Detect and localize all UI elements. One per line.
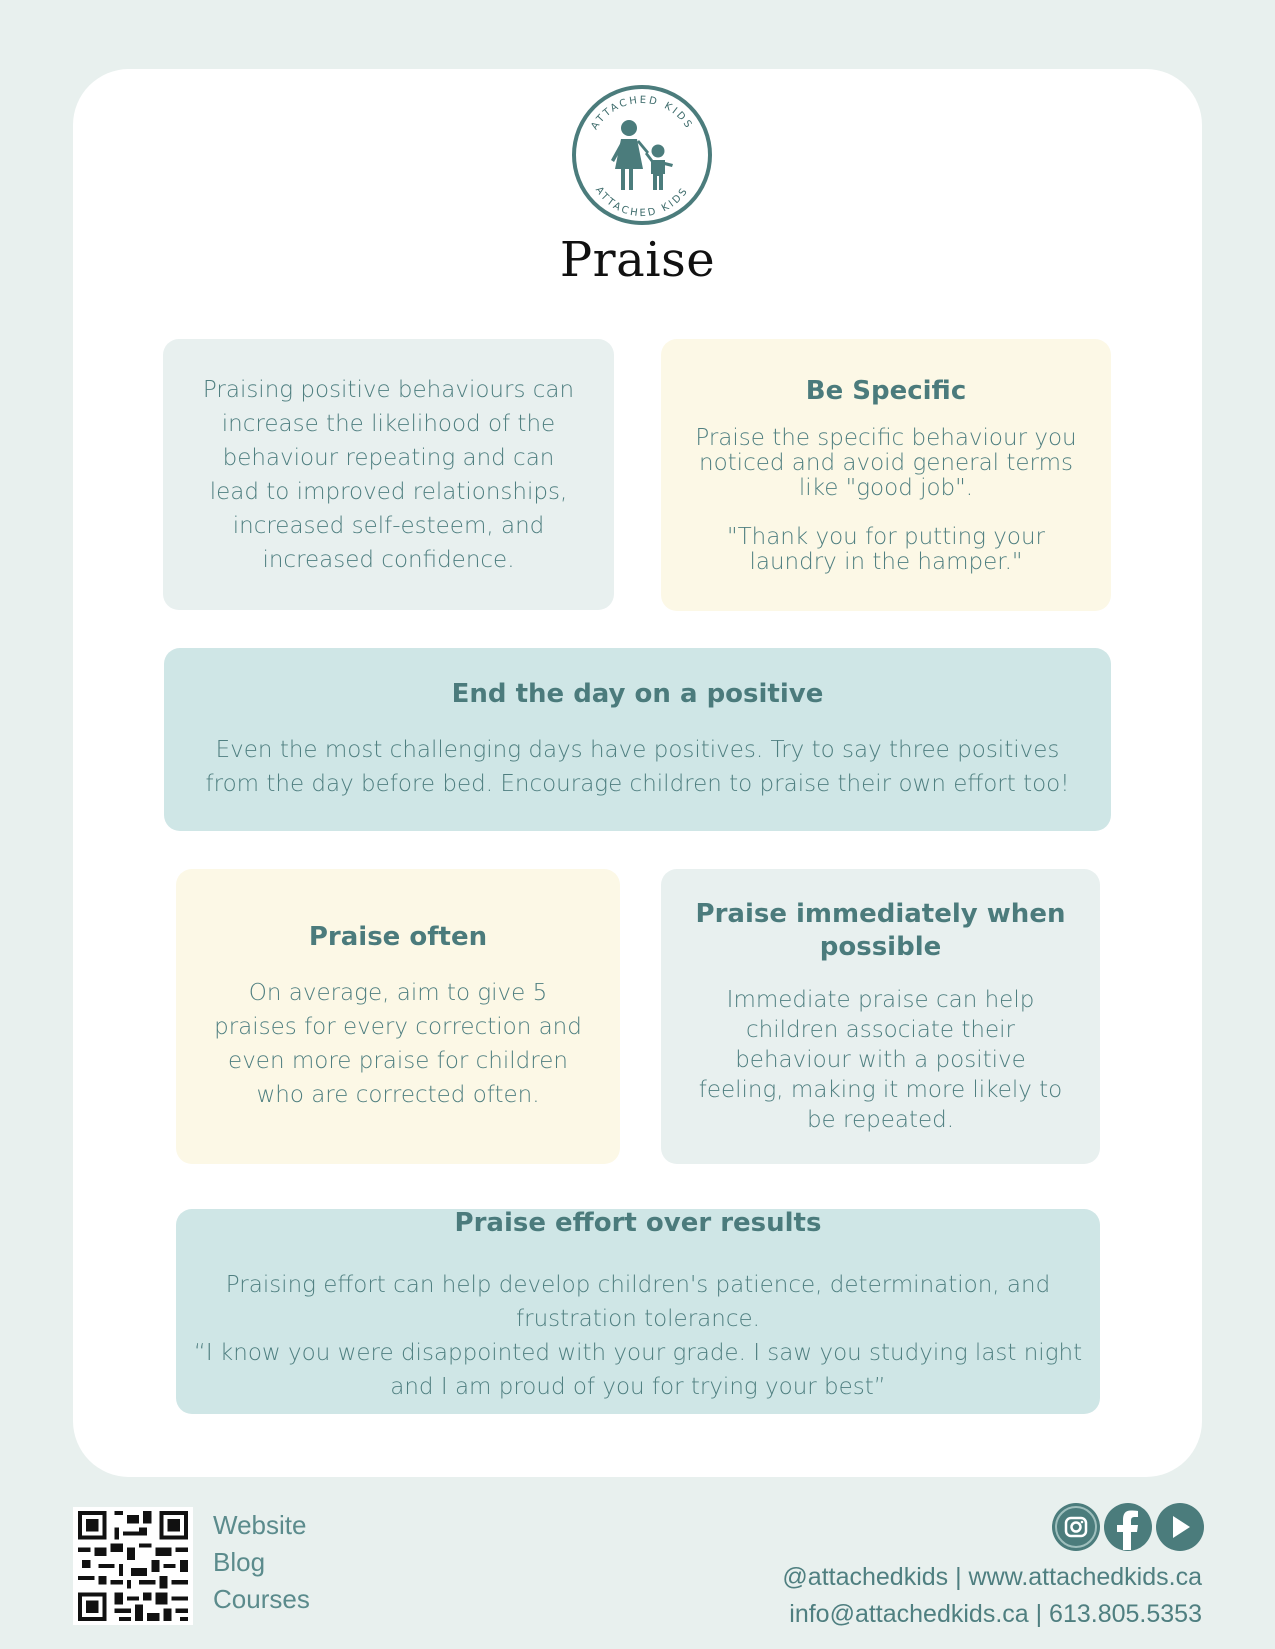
praise-immediately-heading: Praise immediately when possible xyxy=(695,899,1066,962)
facebook-icon[interactable] xyxy=(1104,1503,1152,1551)
svg-text:ATTACHED KIDS: ATTACHED KIDS xyxy=(589,94,695,132)
be-specific-box xyxy=(661,339,1111,611)
contact-info xyxy=(782,1559,1202,1633)
praise-effort-quote: “I know you were disappointed with your grade. I saw you studying last night and I am proud of you for trying your best” xyxy=(193,1339,1083,1400)
contact-line-email-phone[interactable]: info@attachedkids.ca | 613.805.5353 xyxy=(789,1600,1202,1628)
page-title: Praise xyxy=(559,232,716,288)
end-day-heading: End the day on a positive xyxy=(451,679,824,710)
intro-box xyxy=(163,339,614,610)
contact-line-social-website[interactable]: @attachedkids | www.attachedkids.ca xyxy=(782,1563,1202,1591)
be-specific-heading: Be Specific xyxy=(805,376,967,407)
praise-effort-box xyxy=(176,1209,1100,1414)
attached-kids-logo xyxy=(571,84,713,226)
youtube-icon[interactable] xyxy=(1156,1503,1204,1551)
instagram-icon[interactable] xyxy=(1052,1503,1100,1551)
praise-effort-text: Praising effort can help develop children's patience, determination, and frustration tolerance. xyxy=(225,1271,1051,1332)
end-day-text: Even the most challenging days have positives. Try to say three positives from the day before bed. Encourage children to praise their own effort too! xyxy=(205,736,1070,797)
praise-effort-heading: Praise effort over results xyxy=(454,1208,822,1238)
svg-text:ATTACHED KIDS: ATTACHED KIDS xyxy=(592,184,692,220)
praise-often-text: On average, aim to give 5 praises for every correction and even more praise for children who are corrected often. xyxy=(214,979,582,1108)
be-specific-text: Praise the specific behaviour you noticed and avoid general terms like "good job". xyxy=(695,424,1077,501)
praise-immediately-box xyxy=(661,869,1100,1164)
praise-often-heading: Praise often xyxy=(308,922,488,953)
praise-immediately-text: Immediate praise can help children associate their behaviour with a positive feeling, making it more likely to be repeated. xyxy=(698,987,1063,1133)
social-icons xyxy=(1051,1502,1206,1552)
footer-links xyxy=(213,1507,310,1618)
be-specific-quote: "Thank you for putting your laundry in the hamper." xyxy=(726,523,1046,575)
blog-link[interactable]: Blog xyxy=(213,1547,266,1577)
website-link[interactable]: Website xyxy=(213,1510,307,1540)
qr-code-icon[interactable] xyxy=(73,1507,193,1625)
end-day-box xyxy=(164,648,1111,831)
intro-text: Praising positive behaviours can increase the likelihood of the behaviour repeating and can lead to improved relationships, increased self-esteem, and increased confidence. xyxy=(202,376,575,573)
praise-often-box xyxy=(176,869,620,1164)
courses-link[interactable]: Courses xyxy=(213,1584,310,1614)
